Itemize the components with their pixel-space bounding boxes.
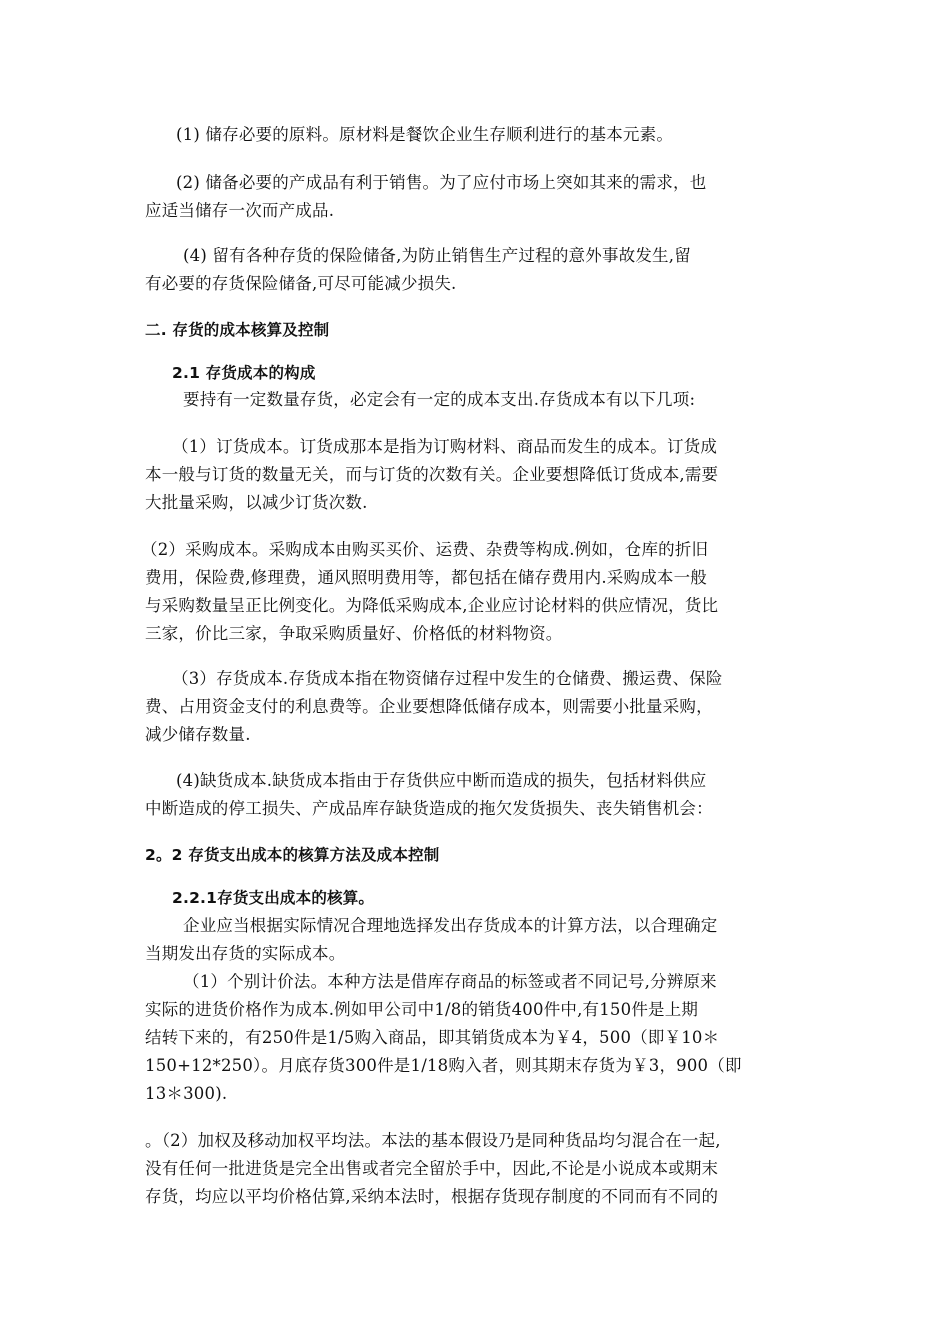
paragraph-line: （1）订货成本。订货成那本是指为订购材料、商品而发生的成本。订货成 (172, 437, 718, 456)
paragraph-line: (1) 储存必要的原料。原材料是餐饮企业生存顺利进行的基本元素。 (176, 125, 674, 144)
paragraph-line: 存货，均应以平均价格估算,采纳本法时，根据存货现存制度的不同而有不同的 (145, 1187, 719, 1206)
paragraph-line: 150+12*250）。月底存货300件是1/18购入者，则其期末存货为￥3，900（即 (145, 1056, 742, 1075)
paragraph-line: 没有任何一批进货是完全出售或者完全留於手中，因此,不论是小说成本或期末 (145, 1159, 719, 1178)
paragraph-line: 应适当储存一次而产成品. (145, 201, 335, 220)
paragraph-line: 当期发出存货的实际成本。 (145, 944, 346, 963)
paragraph-line: 大批量采购，以减少订货次数. (145, 493, 368, 512)
paragraph-line: （1）个别计价法。本种方法是借库存商品的标签或者不同记号,分辨原来 (183, 972, 717, 991)
paragraph-line: （2）采购成本。采购成本由购买买价、运费、杂费等构成.例如，仓库的折旧 (141, 540, 709, 559)
paragraph-line: (2) 储备必要的产成品有利于销售。为了应付市场上突如其来的需求，也 (176, 173, 707, 192)
paragraph-line: 减少储存数量. (145, 725, 251, 744)
subsection-heading: 2.1 存货成本的构成 (172, 364, 316, 382)
paragraph-line: 有必要的存货保险储备,可尽可能减少损失. (145, 274, 457, 293)
paragraph-line: 。（2）加权及移动加权平均法。本法的基本假设乃是同种货品均匀混合在一起, (145, 1131, 721, 1150)
paragraph-line: 与采购数量呈正比例变化。为降低采购成本,企业应讨论材料的供应情况，货比 (145, 596, 719, 615)
paragraph-line: 企业应当根据实际情况合理地选择发出存货成本的计算方法，以合理确定 (183, 916, 718, 935)
paragraph-line: 三家，价比三家，争取采购质量好、价格低的材料物资。 (145, 624, 563, 643)
paragraph-line: （3）存货成本.存货成本指在物资储存过程中发生的仓储费、搬运费、保险 (172, 669, 723, 688)
paragraph-line: 费、占用资金支付的利息费等。企业要想降低储存成本，则需要小批量采购， (145, 697, 713, 716)
paragraph-line: 中断造成的停工损失、产成品库存缺货造成的拖欠发货损失、丧失销售机会： (145, 799, 713, 818)
paragraph-line: 结转下来的，有250件是1/5购入商品，即其销货成本为￥4，500（即￥10＊ (145, 1028, 720, 1047)
paragraph-line: (4)缺货成本.缺货成本指由于存货供应中断而造成的损失，包括材料供应 (176, 771, 707, 790)
paragraph-line: (4) 留有各种存货的保险储备,为防止销售生产过程的意外事故发生,留 (183, 246, 691, 265)
paragraph-line: 费用，保险费,修理费，通风照明费用等，都包括在储存费用内.采购成本一般 (145, 568, 707, 587)
paragraph-line: 实际的进货价格作为成本.例如甲公司中1/8的销货400件中,有150件是上期 (145, 1000, 699, 1019)
paragraph-line: 要持有一定数量存货，必定会有一定的成本支出.存货成本有以下几项: (183, 390, 696, 409)
paragraph-line: 本一般与订货的数量无关，而与订货的次数有关。企业要想降低订货成本,需要 (145, 465, 719, 484)
section-heading: 二. 存货的成本核算及控制 (145, 321, 330, 339)
paragraph-line: 13＊300). (145, 1084, 228, 1103)
subsection-heading: 2.2.1存货支出成本的核算。 (172, 889, 375, 907)
section-heading: 2。2 存货支出成本的核算方法及成本控制 (145, 846, 440, 864)
